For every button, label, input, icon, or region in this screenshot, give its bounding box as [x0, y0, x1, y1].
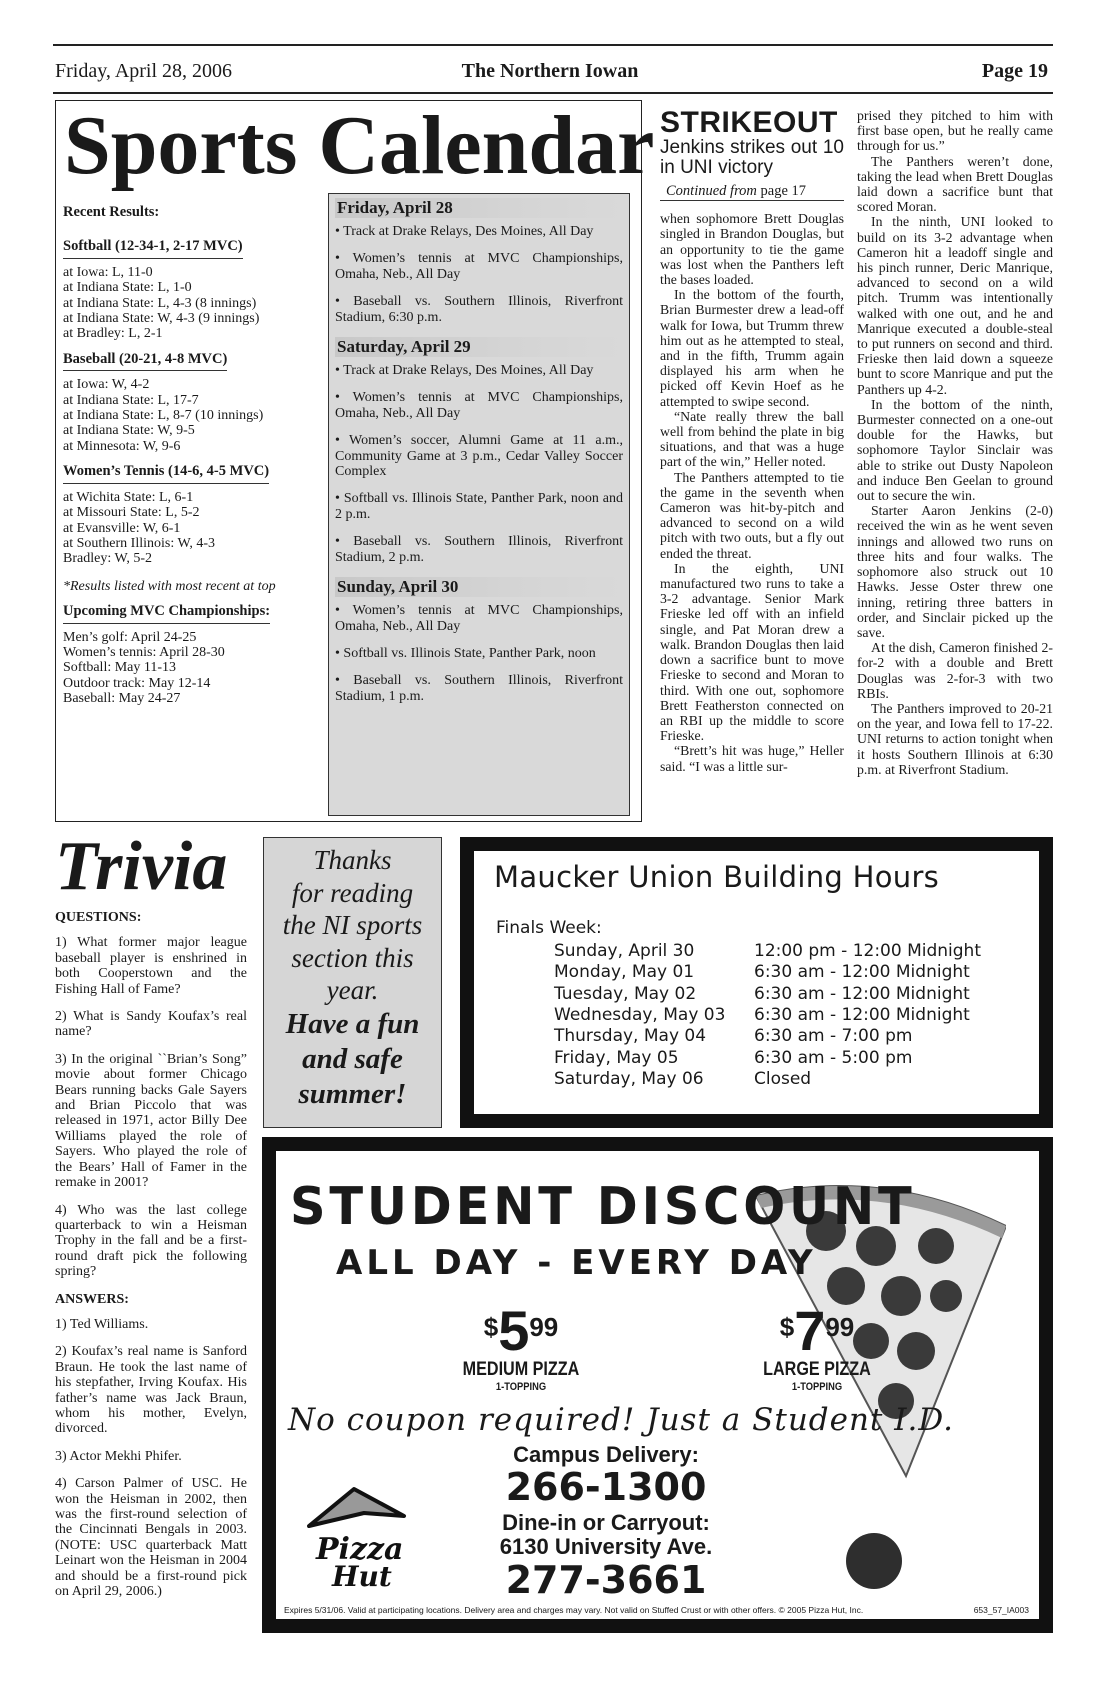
upcoming-list [63, 630, 303, 707]
result-item: at Bradley: L, 2-1 [63, 326, 163, 342]
result-item: at Indiana State: W, 4-3 (9 innings) [63, 311, 260, 327]
maucker-title: Maucker Union Building Hours [494, 860, 940, 894]
trivia-title: Trivia [55, 828, 228, 905]
result-item: at Wichita State: L, 6-1 [63, 489, 194, 505]
result-item: at Missouri State: L, 5-2 [63, 505, 200, 521]
schedule-day-heading: Sunday, April 30 [335, 577, 623, 597]
article-body-1 [660, 211, 844, 774]
hours-row [554, 941, 981, 962]
dinein-phone[interactable]: 277-3661 [505, 1558, 707, 1602]
svg-text:Hut: Hut [332, 1560, 392, 1591]
schedule-event: • Women’s tennis at MVC Championships, Omaha, Neb., All Day [335, 603, 623, 634]
result-item: at Minnesota: W, 9-6 [63, 438, 181, 454]
trivia-question: 3) In the original ``Brian’s Song” movie about former Chicago Bears running backs Gale Sayers and Brian Piccolo that was released in 1971, actor Billy Dee Williams played the role of Sayers. Who played the role of the Bears’ Hall of Famer in the remake in 2001? [55, 1051, 247, 1191]
result-item: at Indiana State: L, 4-3 (8 innings) [63, 295, 257, 311]
article-paragraph: In the ninth, UNI looked to build on its 3-2 advantage when Cameron hit a leadoff single and his pinch runner, Deric Manrique, advanced to second on a wild pitch. Trumm was intentionally walked with one out, and he and Manrique executed a double-steal to put runners on second and third. Frieske then laid down a squeeze bunt to score Manrique and put the Panthers up 4-2. [857, 214, 1053, 397]
answers-label: ANSWERS: [55, 1291, 129, 1307]
results-sections [63, 229, 303, 566]
continued-label: Continued from [666, 183, 757, 199]
thanks-line: the NI sports [282, 910, 423, 940]
thanks-bold-line: Have a fun [285, 1007, 420, 1040]
delivery-label: Campus Delivery: [513, 1442, 699, 1467]
upcoming-item: Men’s golf: April 24-25 [63, 629, 197, 645]
ad-subhead: ALL DAY - EVERY DAY [336, 1243, 817, 1283]
article-paragraph: In the bottom of the fourth, Brian Burmester drew a lead-off walk for Iowa, but Trumm threw him out as he attempted to steal, and in the fifth, Trumm again displayed his arm when he picked off Kevin Hoef as he attempted to swipe second. [660, 287, 844, 409]
thanks-line: Thanks [313, 845, 392, 875]
result-item: at Indiana State: L, 8-7 (10 innings) [63, 408, 264, 424]
schedule-box [328, 193, 630, 816]
continued-page[interactable]: page 17 [760, 183, 807, 199]
upcoming-item: Women’s tennis: April 28-30 [63, 644, 225, 660]
hours-day: Tuesday, May 02 [554, 983, 697, 1004]
hours-time: Closed [754, 1068, 812, 1089]
article-paragraph: “Brett’s hit was huge,” Heller said. “I was a little sur- [660, 743, 844, 774]
trivia-question: 1) What former major league baseball player is enshrined in both Cooperstown and the Fishing Hall of Fame? [55, 935, 247, 997]
hours-day: Wednesday, May 03 [554, 1004, 726, 1025]
upcoming-item: Outdoor track: May 12-14 [63, 675, 211, 691]
trivia-answer: 1) Ted Williams. [55, 1316, 149, 1332]
hours-time: 6:30 am - 7:00 pm [754, 1026, 913, 1047]
sports-calendar-title: Sports Calendar [64, 99, 655, 192]
questions-label: QUESTIONS: [55, 910, 142, 925]
schedule-event: • Track at Drake Relays, Des Moines, All Day [335, 224, 594, 239]
thanks-line: section this [291, 942, 414, 973]
price-cents: 99 [825, 1312, 855, 1342]
pizza-size: LARGE PIZZA [763, 1359, 871, 1380]
schedule-event: • Women’s tennis at MVC Championships, Omaha, Neb., All Day [335, 251, 623, 282]
price-block [722, 1297, 912, 1394]
hours-time: 6:30 am - 5:00 pm [754, 1047, 913, 1068]
article-paragraph: The Panthers improved to 20-21 on the year, and Iowa fell to 17-22. UNI returns to action tonight when it hosts Southern Illinois at 6:30 p.m. at Riverfront Stadium. [857, 700, 1053, 777]
dinein-label: Dine-in or Carryout: [502, 1510, 710, 1535]
article-paragraph: Starter Aaron Jenkins (2-0) received the win as he went seven innings and allowed two runs on three hits and four walks. The sophomore also struck out 10 Hawks. Jesse Oster threw one inning, retiring three batters in order, and Sinclair picked up the save. [857, 503, 1053, 640]
price-cents: 99 [529, 1312, 559, 1342]
trivia-answer: 2) Koufax’s real name is Sanford Braun. He took the last name of his stepfather, Irving Koufax. His father’s name was Jack Braun, whom his mother, Evelyn, divorced. [55, 1344, 247, 1437]
results-section-heading: Baseball (20-21, 4-8 MVC) [63, 352, 227, 371]
continued-from [660, 178, 844, 201]
pizza-hut-logo [304, 1481, 414, 1591]
result-item: at Iowa: L, 11-0 [63, 264, 153, 280]
pizza-size: MEDIUM PIZZA [462, 1359, 580, 1380]
result-item: at Indiana State: W, 9-5 [63, 423, 195, 439]
ad-fine-print: Expires 5/31/06. Valid at participating locations. Delivery area and charges may vary. Not valid on Stuffed Crust or with other offers. © 2005 Pizza Hut, Inc. [284, 1605, 864, 1615]
schedule-event: • Women’s soccer, Alumni Game at 11 a.m., Community Game at 3 p.m., Cedar Valley Soccer Complex [335, 433, 623, 480]
hours-row [554, 984, 970, 1005]
newspaper-name: The Northern Iowan [461, 60, 639, 82]
trivia-answer: 3) Actor Mekhi Phifer. [55, 1448, 182, 1464]
hours-day: Sunday, April 30 [554, 941, 695, 961]
trivia-question: 4) Who was the last college quarterback to win a Heisman Trophy in the fall and be a first-round draft pick the following spring? [55, 1202, 247, 1280]
ad-headline: STUDENT DISCOUNT [290, 1177, 916, 1237]
schedule-day-heading: Friday, April 28 [335, 198, 623, 218]
result-item: at Iowa: W, 4-2 [63, 377, 150, 393]
hours-row [554, 1048, 912, 1069]
upcoming-item: Baseball: May 24-27 [63, 691, 181, 707]
article-headline: STRIKEOUT [660, 106, 838, 139]
schedule-event: • Baseball vs. Southern Illinois, Riverfront Stadium, 6:30 p.m. [335, 294, 623, 325]
questions-list [55, 935, 247, 1279]
article-paragraph: The Panthers weren’t done, taking the lead when Brett Douglas laid down a sacrifice bunt that scored Moran. [857, 153, 1053, 215]
result-item: Bradley: W, 5-2 [63, 551, 153, 567]
article-column-2 [857, 108, 1053, 777]
thanks-line: year. [326, 975, 379, 1005]
hours-time: 6:30 am - 12:00 Midnight [754, 962, 970, 983]
top-rule [53, 44, 1053, 46]
schedule-event: • Baseball vs. Southern Illinois, Riverfront Stadium, 1 p.m. [335, 673, 623, 704]
pizza-topping: 1-TOPPING [791, 1381, 843, 1393]
price-block [426, 1297, 616, 1394]
pizza-topping: 1-TOPPING [495, 1381, 547, 1393]
maucker-hours-box [460, 837, 1053, 1128]
schedule-event: • Softball vs. Illinois State, Panther Park, noon [335, 645, 596, 661]
hours-day: Saturday, May 06 [554, 1068, 704, 1089]
hours-time: 6:30 am - 12:00 Midnight [754, 1004, 970, 1025]
article-paragraph: “Nate really threw the ball well from behind the plate in big situations, and that was a huge part of the win,” Heller noted. [660, 408, 844, 470]
store-address: 6130 University Ave. [499, 1534, 713, 1559]
ad-code: 653_57_IA003 [973, 1605, 1029, 1615]
price-amount [426, 1297, 616, 1362]
hours-row [554, 962, 970, 983]
article-paragraph: In the eighth, UNI manufactured two runs to take a 3-2 advantage. Senior Mark Frieske led off with an infield single, and Pat Moran drew a walk. Brandon Douglas then laid down a sacrifice bunt to move Frieske to second and Moran to third. With one out, sophomore Brett Featherston connected on an RBI up the middle to score Frieske. [660, 560, 844, 744]
answers-list [55, 1317, 247, 1600]
schedule-event: • Track at Drake Relays, Des Moines, All Day [335, 363, 594, 379]
svg-text:Pizza: Pizza [316, 1532, 404, 1567]
price-dollar: $ [483, 1312, 499, 1342]
schedule-event: • Women’s tennis at MVC Championships, Omaha, Neb., All Day [335, 390, 623, 421]
article-paragraph: In the bottom of the ninth, Burmester connected on a one-out double for the Hawks, but sophomore Taylor Sinclair was able to strike out Dusty Napoleon and induce Ben Geelan to ground out to secure the win. [857, 396, 1053, 504]
finals-week-label: Finals Week: [496, 918, 602, 938]
article-paragraph: prised they pitched to him with first base open, but he really came through for us.” [857, 108, 1053, 154]
upcoming-item: Softball: May 11-13 [63, 660, 177, 676]
hours-time: 6:30 am - 12:00 Midnight [754, 983, 970, 1004]
page-number: Page 19 [981, 60, 1048, 82]
delivery-phone[interactable]: 266-1300 [505, 1465, 707, 1509]
hours-day: Thursday, May 04 [554, 1026, 707, 1047]
article-subhead: Jenkins strikes out 10 in UNI victory [660, 137, 844, 178]
trivia-question: 2) What is Sandy Koufax’s real name? [55, 1009, 247, 1040]
schedule-day-heading: Saturday, April 29 [335, 337, 623, 357]
hours-day: Friday, May 05 [554, 1047, 679, 1068]
results-section-heading: Softball (12-34-1, 2-17 MVC) [63, 239, 243, 258]
price-main: 5 [498, 1299, 530, 1362]
header-rule [53, 92, 1053, 94]
price-main: 7 [794, 1299, 826, 1362]
price-dollar: $ [779, 1312, 795, 1342]
results-section-heading: Women’s Tennis (14-6, 4-5 MVC) [63, 464, 269, 483]
result-item: at Evansville: W, 6-1 [63, 520, 181, 536]
recent-results [63, 205, 303, 707]
result-item: at Indiana State: L, 1-0 [63, 280, 192, 296]
schedule-event: • Baseball vs. Southern Illinois, Riverfront Stadium, 2 p.m. [335, 534, 623, 565]
thanks-box [263, 837, 442, 1128]
results-note: *Results listed with most recent at top [63, 578, 276, 594]
issue-date: Friday, April 28, 2006 [55, 60, 233, 82]
article-paragraph: when sophomore Brett Douglas singled in Brandon Douglas, but an opportunity to tie the game was lost when the Panthers left the bases loaded. [660, 211, 844, 288]
result-item: at Indiana State: L, 17-7 [63, 392, 199, 408]
article-paragraph: At the dish, Cameron finished 2-for-2 with a double and Brett Douglas was 2-for-3 with two RBIs. [857, 640, 1053, 701]
pizza-hut-ad [262, 1137, 1053, 1633]
article-paragraph: The Panthers attempted to tie the game in the seventh when Cameron was hit-by-pitch and advanced to second on a wild pitch with two outs, but a fly out ended the threat. [660, 469, 844, 561]
schedule-event: • Softball vs. Illinois State, Panther Park, noon and 2 p.m. [335, 491, 623, 522]
price-amount [722, 1297, 912, 1362]
hours-day: Monday, May 01 [554, 962, 695, 983]
maucker-hours-panel [474, 851, 1039, 1114]
hours-time: 12:00 pm - 12:00 Midnight [754, 941, 981, 961]
hours-row [554, 1026, 912, 1047]
trivia-section [55, 830, 247, 1611]
thanks-bold-line: summer! [298, 1077, 407, 1110]
hours-row [554, 1005, 970, 1026]
result-item: at Southern Illinois: W, 4-3 [63, 535, 216, 551]
upcoming-heading: Upcoming MVC Championships: [63, 604, 270, 623]
thanks-bold-line: and safe [302, 1042, 403, 1075]
article-column-1 [660, 108, 844, 774]
ad-handwritten-note: No coupon required! Just a Student I.D. [288, 1402, 954, 1438]
recent-results-label: Recent Results: [63, 204, 160, 220]
trivia-answer: 4) Carson Palmer of USC. He won the Heisman in 2002, then was the first-round selection of the Cincinnati Bengals in 2003. (NOTE: USC quarterback Matt Leinart won the Heisman in 2004 and should be a first-round pick on April 29, 2006.) [55, 1476, 247, 1600]
thanks-line: for reading [291, 877, 414, 908]
pizza-hut-ad-panel [276, 1151, 1039, 1619]
hours-row [554, 1069, 811, 1090]
